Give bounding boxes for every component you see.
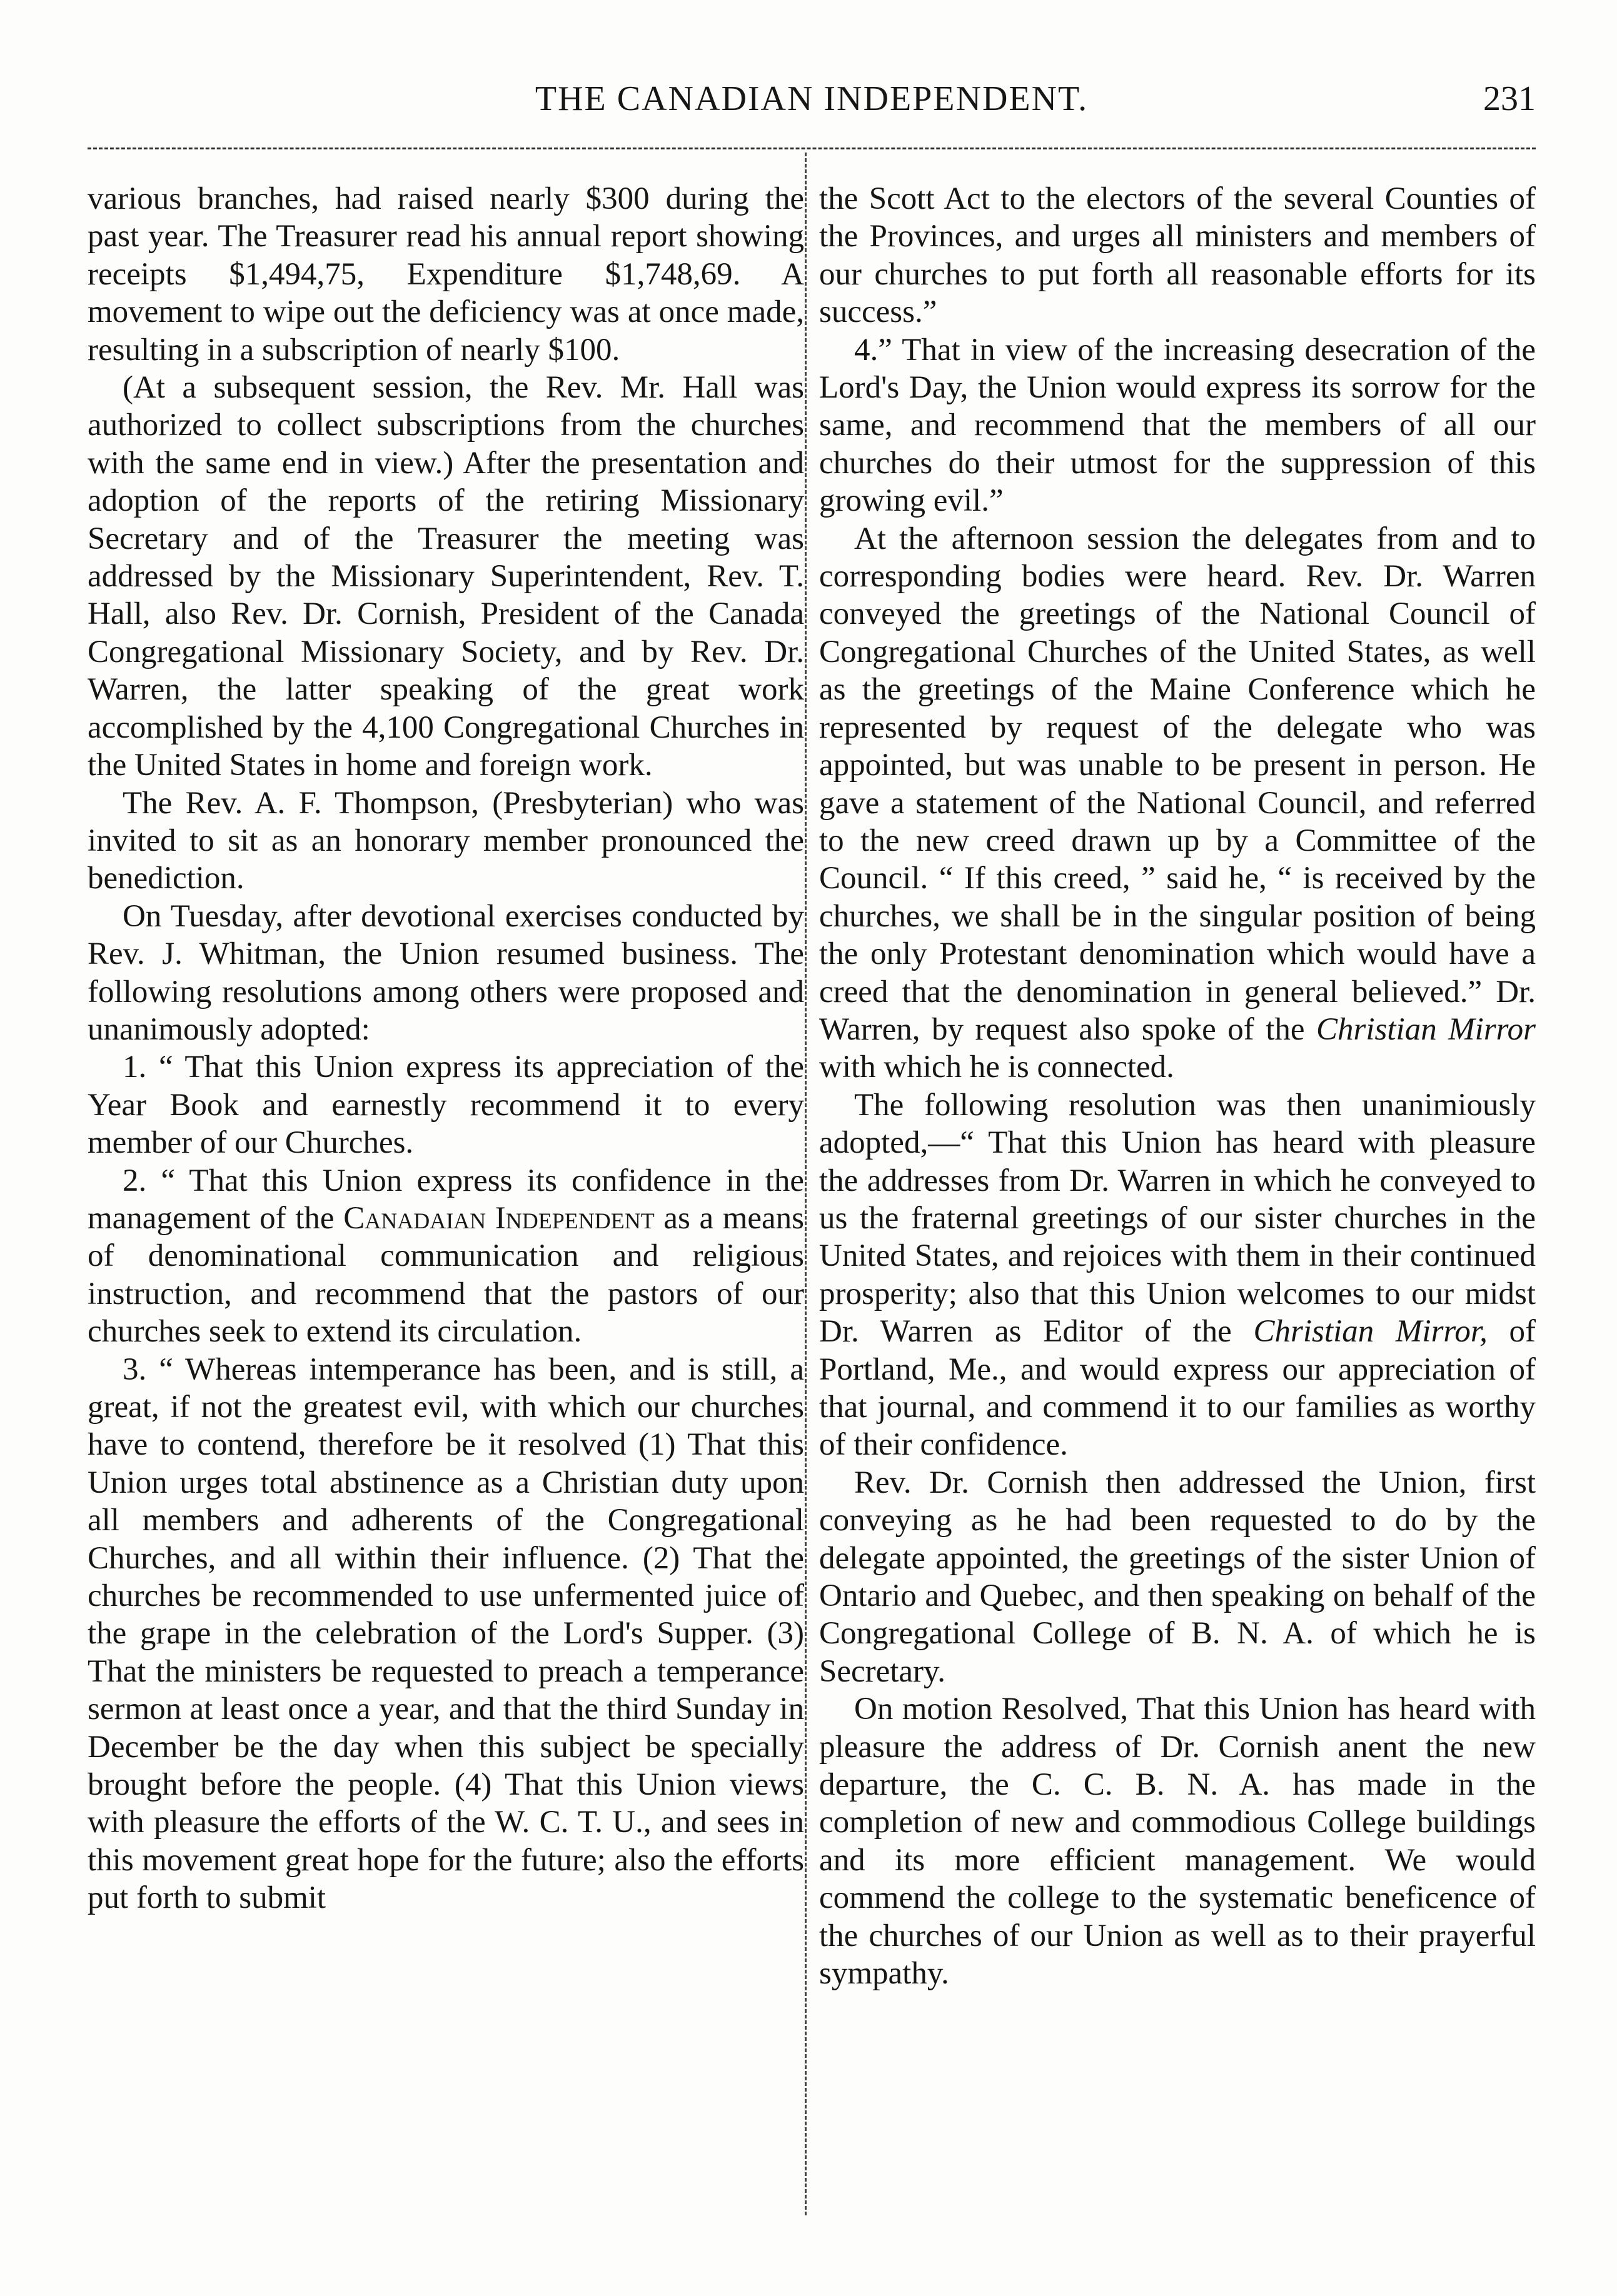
paragraph: (At a subsequent session, the Rev. Mr. Hall was authorized to collect subscriptions from the churches with the same end in view.) After the presentation and adoption of the reports of the retiring Missionary Secretary and of the Treasurer the meeting was addressed by the Missionary Superintendent, Rev. T. Hall, also Rev. Dr. Cornish, President of the Canada Congregational Missionary Society, and by Rev. Dr. Warren, the latter speaking of the great work accomplished by the 4,100 Congregational Churches in the United States in home and foreign work. (88, 370, 804, 783)
resolution-3: 3. “ Whereas intemperance has been, and is still, a great, if not the greatest evil, with which our churches have to contend, therefore be it resolved (1) That this Union urges total abstinence as a Christian duty upon all members and adherents of the Congregational Churches, and all within their influence. (2) That the churches be recommended to use unfermented juice of the grape in the celebration of the Lord's Supper. (3) That the ministers be requested to preach a temperance sermon at least once a year, and that the third Sunday in December be the day when this subject be specially brought before the people. (4) That this Union views with pleasure the efforts of the W. C. T. U., and sees in this movement great hope for the future; also the efforts put forth to submit (88, 1351, 804, 1916)
page-number: 231 (1483, 79, 1536, 118)
resolution-2 (88, 1162, 804, 1351)
resolution-4: 4.” That in view of the increasing desecration of the Lord's Day, the Union would express its sorrow for the same, and recommend that the members of all our churches do their utmost for the suppression of this growing evil.” (819, 332, 1536, 519)
running-head (88, 74, 1536, 124)
paragraph-text: with which he is connected. (819, 1050, 1174, 1085)
paragraph: On Tuesday, after devotional exercises conducted by Rev. J. Whitman, the Union resumed business. The following resolutions among others were proposed and unanimously adopted: (88, 898, 804, 1047)
journal-name: Canadaian Independent (343, 1200, 655, 1236)
paragraph: The Rev. A. F. Thompson, (Presbyterian) who was invited to sit as an honorary member pronounced the benediction. (88, 785, 804, 896)
journal-title: THE CANADIAN INDEPENDENT. (535, 79, 1089, 118)
journal-name: Christian Mirror (1316, 1011, 1536, 1047)
paragraph: various branches, had raised nearly $300 during the past year. The Treasurer read his annual report showing receipts $1,494,75, Expenditure $1,748,69. A movement to wipe out the deficiency was at once made, resulting in a subscription of nearly $100. (88, 181, 804, 368)
paragraph-text: The following resolution was then unanimiously adopted,—“ That this Union has heard with pleasure the addresses from Dr. Warren in which he conveyed to us the fraternal greetings of our sister churches in the United States, and rejoices with them in their continued prosperity; also that this Union welcomes to our midst Dr. Warren as Editor of the (819, 1087, 1536, 1350)
paragraph-text: 2. “ That this Union express its confidence in the management of the (88, 1163, 804, 1236)
paragraph: On motion Resolved, That this Union has heard with pleasure the address of Dr. Cornish anent the new departure, the C. C. B. N. A. has made in the completion of new and commodious College buildings and its more efficient management. We would commend the college to the systematic beneficence of the churches of our Union as well as to their prayerful sympathy. (819, 1692, 1536, 1992)
left-column (88, 180, 804, 1917)
header-rule (88, 148, 1536, 149)
journal-name: Christian Mirror, (1253, 1314, 1488, 1350)
paragraph-text: At the afternoon session the delegates from and to corresponding bodies were heard. Rev. Dr. Warren conveyed the greetings of the National Council of Congregational Churches of the United States, as well as the greetings of the Maine Conference which he represented by request of the delegate who was appointed, but was unable to be present in person. He gave a statement of the National Council, and referred to the new creed drawn up by a Committee of the Council. “ If this creed, ” said he, “ is received by the churches, we shall be in the singular position of being the only Protestant denomination which would have a creed that the denomination in general believed.” Dr. Warren, by request also spoke of the (819, 521, 1536, 1047)
paragraph-text: of Portland, Me., and would express our appreciation of that journal, and commend it to our families as worthy of their confidence. (819, 1314, 1536, 1463)
column-divider (805, 153, 807, 2215)
paragraph: the Scott Act to the electors of the several Counties of the Provinces, and urges all ministers and members of our churches to put forth all reasonable efforts for its success.” (819, 181, 1536, 330)
paragraph (819, 1086, 1536, 1464)
right-column (819, 180, 1536, 1993)
paragraph (819, 520, 1536, 1086)
paragraph-text: as a means of denominational communication and religious instruction, and recommend that the pastors of our churches seek to extend its circulation. (88, 1200, 804, 1350)
paragraph: Rev. Dr. Cornish then addressed the Union, first conveying as he had been requested to do by the delegate appointed, the greetings of the sister Union of Ontario and Quebec, and then speaking on behalf of the Congregational College of B. N. A. of which he is Secretary. (819, 1465, 1536, 1689)
resolution-1: 1. “ That this Union express its appreciation of the Year Book and earnestly recommend it to every member of our Churches. (88, 1050, 804, 1161)
